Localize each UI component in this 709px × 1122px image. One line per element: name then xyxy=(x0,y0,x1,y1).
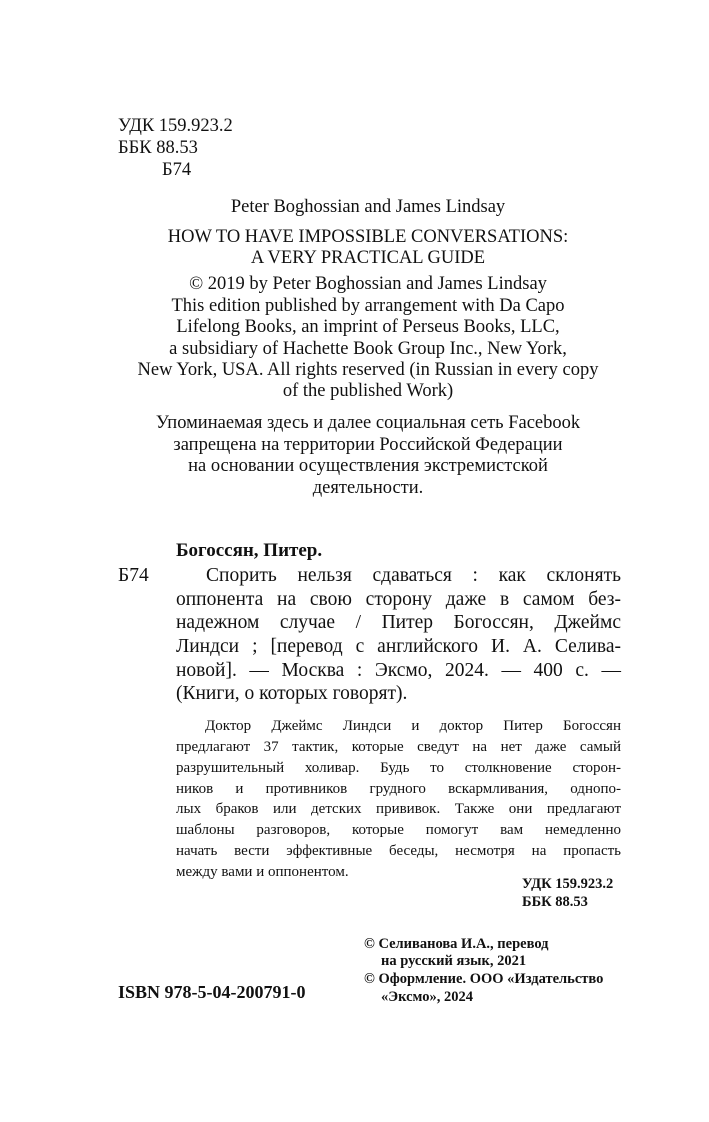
author-mark: Б74 xyxy=(162,160,192,180)
catalog-description-line: Линдси ; [перевод с английского И. А. Селива- xyxy=(176,636,621,657)
notice-line: на основании осуществления экстремистской xyxy=(188,456,548,476)
rights-line: a subsidiary of Hachette Book Group Inc., New York, xyxy=(169,339,567,359)
catalog-heading: Богоссян, Питер. xyxy=(176,540,323,561)
annotation-line: между вами и оппонентом. xyxy=(176,864,349,880)
original-title-line-1: HOW TO HAVE IMPOSSIBLE CONVERSATIONS: xyxy=(167,227,569,247)
catalog-description-line: надежном случае / Питер Богоссян, Джеймс xyxy=(176,612,621,633)
rights-line: © 2019 by Peter Boghossian and James Lindsay xyxy=(189,274,547,294)
catalog-description-line: Спорить нельзя сдаваться : как склонять xyxy=(206,565,621,586)
original-authors: Peter Boghossian and James Lindsay xyxy=(230,197,506,217)
copyright-line: на русский язык, 2021 xyxy=(381,953,527,969)
annotation-line: разрушительный холивар. Будь то столкновение сторон- xyxy=(176,760,621,776)
catalog-mark: Б74 xyxy=(118,565,149,586)
catalog-description-line: новой]. — Москва : Эксмо, 2024. — 400 с. — xyxy=(176,660,621,681)
annotation-line: лых браков или детских прививок. Также они предлагают xyxy=(176,801,621,817)
copyright-line: «Эксмо», 2024 xyxy=(381,989,473,1005)
udk-code: УДК 159.923.2 xyxy=(118,116,233,136)
annotation-line: предлагают 37 тактик, которые сведут на нет даже самый xyxy=(176,739,621,755)
bottom-udk-code: УДК 159.923.2 xyxy=(522,876,614,892)
notice-line: запрещена на территории Российской Федерации xyxy=(173,435,563,455)
rights-line: New York, USA. All rights reserved (in Russian in every copy xyxy=(137,360,599,380)
catalog-description-line: оппонента на свою сторону даже в самом без- xyxy=(176,589,621,610)
copyright-line: © Селиванова И.А., перевод xyxy=(364,936,549,952)
bbk-code: ББК 88.53 xyxy=(118,138,198,158)
rights-line: Lifelong Books, an imprint of Perseus Books, LLC, xyxy=(176,317,560,337)
original-title-line-2: A VERY PRACTICAL GUIDE xyxy=(250,248,486,268)
notice-line: Упоминаемая здесь и далее социальная сеть Facebook xyxy=(155,413,581,433)
annotation-line: Доктор Джеймс Линдси и доктор Питер Богоссян xyxy=(205,718,621,734)
rights-line: of the published Work) xyxy=(282,381,454,401)
bottom-bbk-code: ББК 88.53 xyxy=(522,894,588,910)
copyright-line: © Оформление. ООО «Издательство xyxy=(364,971,604,987)
isbn: ISBN 978-5-04-200791-0 xyxy=(118,982,306,1002)
rights-line: This edition published by arrangement with Da Capo xyxy=(171,296,565,316)
notice-line: деятельности. xyxy=(312,478,424,498)
catalog-description-line: (Книги, о которых говорят). xyxy=(176,683,408,704)
annotation-line: ников и противников грудного вскармливания, однопо- xyxy=(176,781,621,797)
annotation-line: начать вести эффективные беседы, несмотря на пропасть xyxy=(176,843,621,859)
annotation-line: шаблоны разговоров, которые помогут вам немедленно xyxy=(176,822,621,838)
